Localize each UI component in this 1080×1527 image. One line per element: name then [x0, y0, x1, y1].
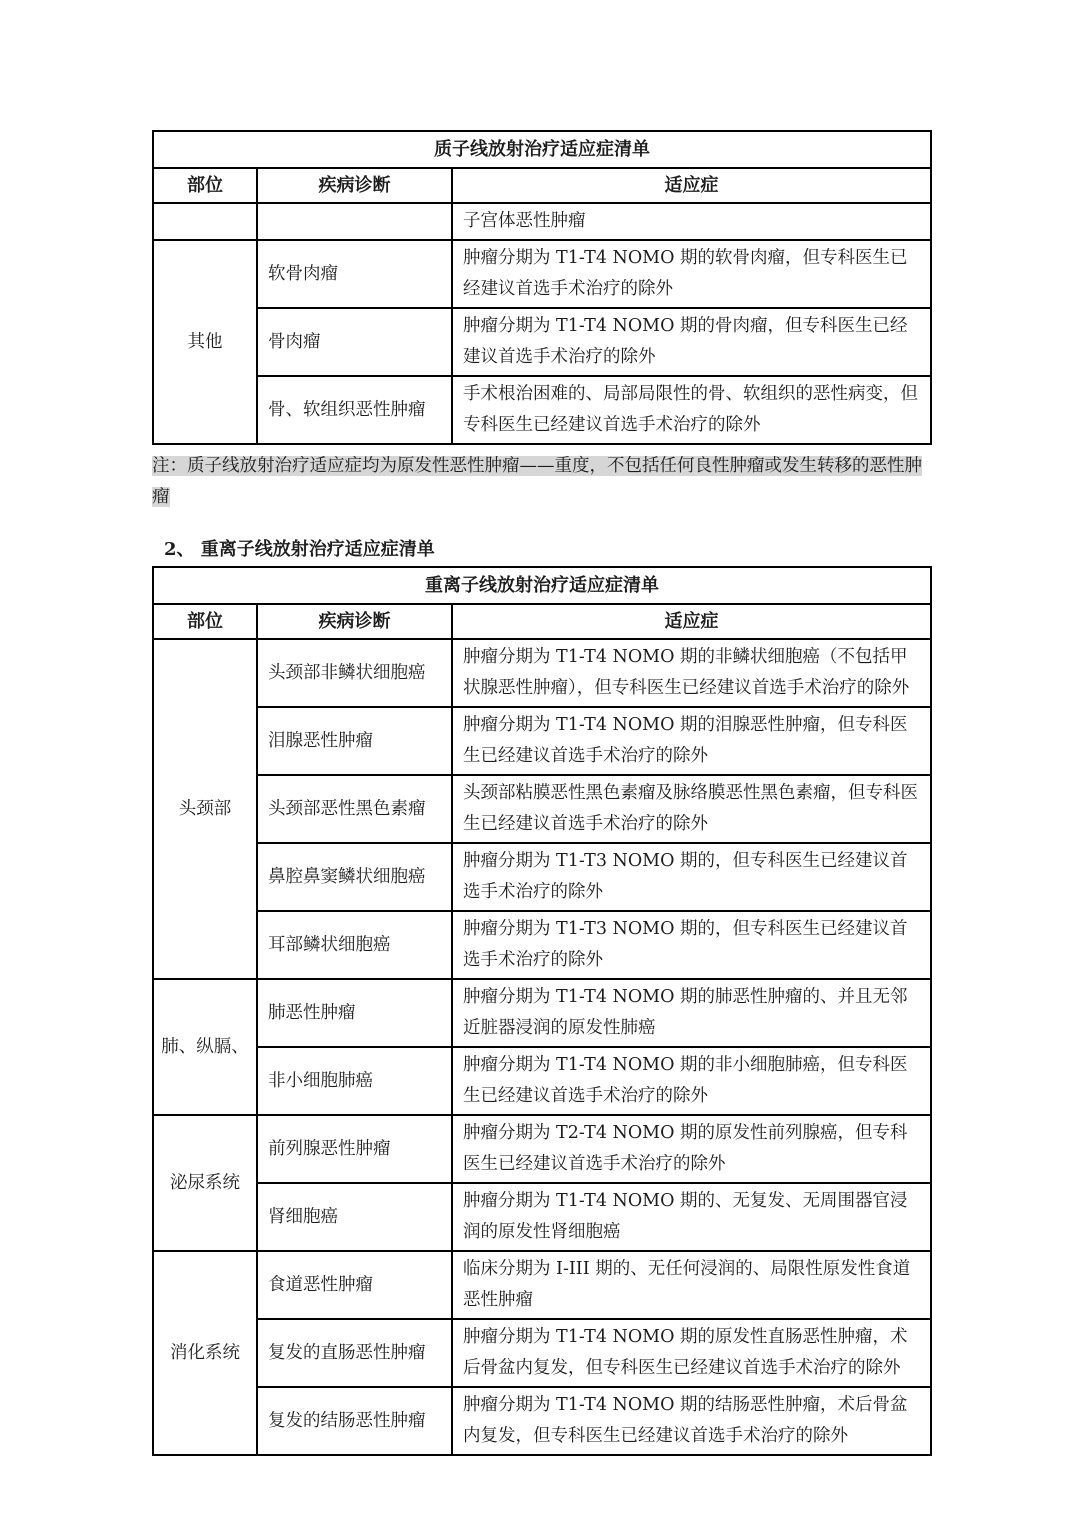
- table-row: [153, 1047, 931, 1115]
- table-row: [153, 376, 931, 444]
- table-row: [153, 1115, 931, 1183]
- diagnosis-column-header: 疾病诊断: [257, 168, 452, 203]
- indication-cell: 头颈部粘膜恶性黑色素瘤及脉络膜恶性黑色素瘤，但专科医生已经建议首选手术治疗的除外: [452, 775, 931, 843]
- site-cell: 消化系统: [153, 1251, 257, 1455]
- table-row: [153, 911, 931, 979]
- heavy-ion-table-title: 重离子线放射治疗适应症清单: [153, 567, 931, 604]
- diagnosis-column-header: 疾病诊断: [257, 604, 452, 639]
- indication-column-header: 适应症: [452, 168, 931, 203]
- diagnosis-cell: 耳部鳞状细胞癌: [257, 911, 452, 979]
- diagnosis-cell: [257, 203, 452, 240]
- table-row: [153, 567, 931, 604]
- indication-cell: 肿瘤分期为 T1-T4 NOMO 期的肺恶性肿瘤的、并且无邻近脏器浸润的原发性肺癌: [452, 979, 931, 1047]
- table-row: [153, 203, 931, 240]
- table-row: [153, 131, 931, 168]
- table-row: [153, 240, 931, 308]
- diagnosis-cell: 泪腺恶性肿瘤: [257, 707, 452, 775]
- highlighted-note-text: 注：质子线放射治疗适应症均为原发性恶性肿瘤——重度，不包括任何良性肿瘤或发生转移的恶性肿瘤: [152, 456, 922, 507]
- indication-cell: 肿瘤分期为 T1-T4 NOMO 期的结肠恶性肿瘤，术后骨盆内复发，但专科医生已经建议首选手术治疗的除外: [452, 1387, 931, 1455]
- diagnosis-cell: 骨、软组织恶性肿瘤: [257, 376, 452, 444]
- heavy-ion-therapy-table: [152, 566, 932, 1456]
- indication-cell: 肿瘤分期为 T1-T4 NOMO 期的骨肉瘤，但专科医生已经建议首选手术治疗的除外: [452, 308, 931, 376]
- indication-cell: 肿瘤分期为 T2-T4 NOMO 期的原发性前列腺癌，但专科医生已经建议首选手术治疗的除外: [452, 1115, 931, 1183]
- proton-table-note: [152, 451, 930, 513]
- diagnosis-cell: 前列腺恶性肿瘤: [257, 1115, 452, 1183]
- indication-cell: 肿瘤分期为 T1-T4 NOMO 期的非鳞状细胞癌（不包括甲状腺恶性肿瘤），但专科医生已经建议首选手术治疗的除外: [452, 639, 931, 707]
- diagnosis-cell: 复发的结肠恶性肿瘤: [257, 1387, 452, 1455]
- indication-cell: 肿瘤分期为 T1-T4 NOMO 期的泪腺恶性肿瘤，但专科医生已经建议首选手术治疗的除外: [452, 707, 931, 775]
- table-row: [153, 775, 931, 843]
- diagnosis-cell: 鼻腔鼻窦鳞状细胞癌: [257, 843, 452, 911]
- site-cell: 肺、纵膈、: [153, 979, 257, 1115]
- section-2-heading: 2、 重离子线放射治疗适应症清单: [164, 539, 435, 560]
- table-row: [153, 707, 931, 775]
- indication-cell: 肿瘤分期为 T1-T3 NOMO 期的，但专科医生已经建议首选手术治疗的除外: [452, 843, 931, 911]
- table-row: [153, 604, 931, 639]
- table-row: [153, 1319, 931, 1387]
- diagnosis-cell: 头颈部非鳞状细胞癌: [257, 639, 452, 707]
- diagnosis-cell: 头颈部恶性黑色素瘤: [257, 775, 452, 843]
- site-column-header: 部位: [153, 168, 257, 203]
- diagnosis-cell: 肺恶性肿瘤: [257, 979, 452, 1047]
- table-row: [153, 1251, 931, 1319]
- proton-therapy-table: [152, 130, 932, 445]
- table-row: [153, 308, 931, 376]
- table-row: [153, 168, 931, 203]
- document-page: [152, 130, 930, 1456]
- diagnosis-cell: 食道恶性肿瘤: [257, 1251, 452, 1319]
- indication-cell: 肿瘤分期为 T1-T4 NOMO 期的、无复发、无周围器官浸润的原发性肾细胞癌: [452, 1183, 931, 1251]
- site-cell: 其他: [153, 240, 257, 444]
- diagnosis-cell: 非小细胞肺癌: [257, 1047, 452, 1115]
- indication-column-header: 适应症: [452, 604, 931, 639]
- indication-cell: 手术根治困难的、局部局限性的骨、软组织的恶性病变，但专科医生已经建议首选手术治疗的除外: [452, 376, 931, 444]
- indication-cell: 临床分期为 I-III 期的、无任何浸润的、局限性原发性食道恶性肿瘤: [452, 1251, 931, 1319]
- diagnosis-cell: 软骨肉瘤: [257, 240, 452, 308]
- indication-cell: 子宫体恶性肿瘤: [452, 203, 931, 240]
- site-cell: 泌尿系统: [153, 1115, 257, 1251]
- indication-cell: 肿瘤分期为 T1-T3 NOMO 期的，但专科医生已经建议首选手术治疗的除外: [452, 911, 931, 979]
- diagnosis-cell: 骨肉瘤: [257, 308, 452, 376]
- site-column-header: 部位: [153, 604, 257, 639]
- site-cell: 头颈部: [153, 639, 257, 979]
- indication-cell: 肿瘤分期为 T1-T4 NOMO 期的软骨肉瘤，但专科医生已经建议首选手术治疗的除外: [452, 240, 931, 308]
- site-cell: [153, 203, 257, 240]
- table-row: [153, 1183, 931, 1251]
- table-row: [153, 639, 931, 707]
- diagnosis-cell: 肾细胞癌: [257, 1183, 452, 1251]
- diagnosis-cell: 复发的直肠恶性肿瘤: [257, 1319, 452, 1387]
- table-row: [153, 1387, 931, 1455]
- proton-table-title: 质子线放射治疗适应症清单: [153, 131, 931, 168]
- indication-cell: 肿瘤分期为 T1-T4 NOMO 期的非小细胞肺癌，但专科医生已经建议首选手术治疗的除外: [452, 1047, 931, 1115]
- table-row: [153, 979, 931, 1047]
- indication-cell: 肿瘤分期为 T1-T4 NOMO 期的原发性直肠恶性肿瘤，术后骨盆内复发，但专科医生已经建议首选手术治疗的除外: [452, 1319, 931, 1387]
- table-row: [153, 843, 931, 911]
